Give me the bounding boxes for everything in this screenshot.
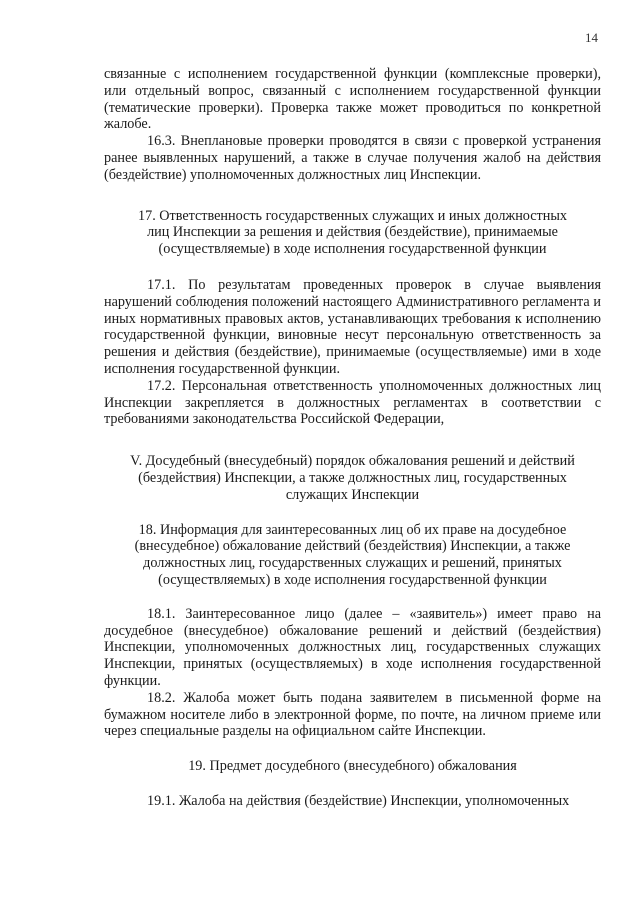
document-body <box>104 66 601 810</box>
section-18-heading: 18. Информация для заинтересованных лиц об их праве на досудебное (внесудебное) обжалование действий (бездействия) Инспекции, а также должностных лиц, государственных служащих и решений, принятых (осуществляемых) в ходе исполнения государственной функции <box>134 521 571 588</box>
section-17-heading: 17. Ответственность государственных служащих и иных должностных лиц Инспекции за решения и действия (бездействие), принимаемые (осуществляемые) в ходе исполнения государственной функции <box>138 207 567 258</box>
page-number: 14 <box>585 30 598 45</box>
chapter-V-heading: V. Досудебный (внесудебный) порядок обжалования решений и действий (бездействия) Инспекции, а также должностных лиц, государственных служащих Инспекции <box>130 453 575 503</box>
paragraph-17-2: 17.2. Персональная ответственность уполномоченных должностных лиц Инспекции закрепляется в должностных регламентах в соответствии с требованиями законодательства Российской Федерации, <box>104 377 601 428</box>
paragraph-18-1: 18.1. Заинтересованное лицо (далее – «заявитель») имеет право на досудебное (внесудебное) обжалование решений и действий (бездействия) Инспекции, уполномоченных должностных лиц, государственных служащих Инспекции, принятых (осуществляемых) в ходе исполнения государственной функции. <box>104 605 601 689</box>
section-19-heading: 19. Предмет досудебного (внесудебного) обжалования <box>188 758 517 775</box>
paragraph-19-1: 19.1. Жалоба на действия (бездействие) Инспекции, уполномоченных <box>147 792 570 809</box>
paragraph-18-2: 18.2. Жалоба может быть подана заявителем в письменной форме на бумажном носителе либо в электронной форме, по почте, на личном приеме или через специальные разделы на официальном сайте Инспекции. <box>104 689 601 740</box>
paragraph-17-1: 17.1. По результатам проведенных проверок в случае выявления нарушений соблюдения положений настоящего Административного регламента и иных нормативных правовых актов, устанавливающих требования к исполнению государственной функции, виновные несут персональную ответственность за решения и действия (бездействие), принимаемые (осуществляемые) ими в ходе исполнения государственной функции. <box>104 276 601 377</box>
paragraph-16-3: 16.3. Внеплановые проверки проводятся в связи с проверкой устранения ранее выявленных нарушений, а также в случае получения жалоб на действия (бездействие) уполномоченных должностных лиц Инспекции. <box>104 133 601 183</box>
paragraph-16-2-continuation: связанные с исполнением государственной функции (комплексные проверки), или отдельный вопрос, связанный с исполнением государственной функции (тематические проверки). Проверка также может проводиться по конкретной жалобе. <box>104 66 601 133</box>
